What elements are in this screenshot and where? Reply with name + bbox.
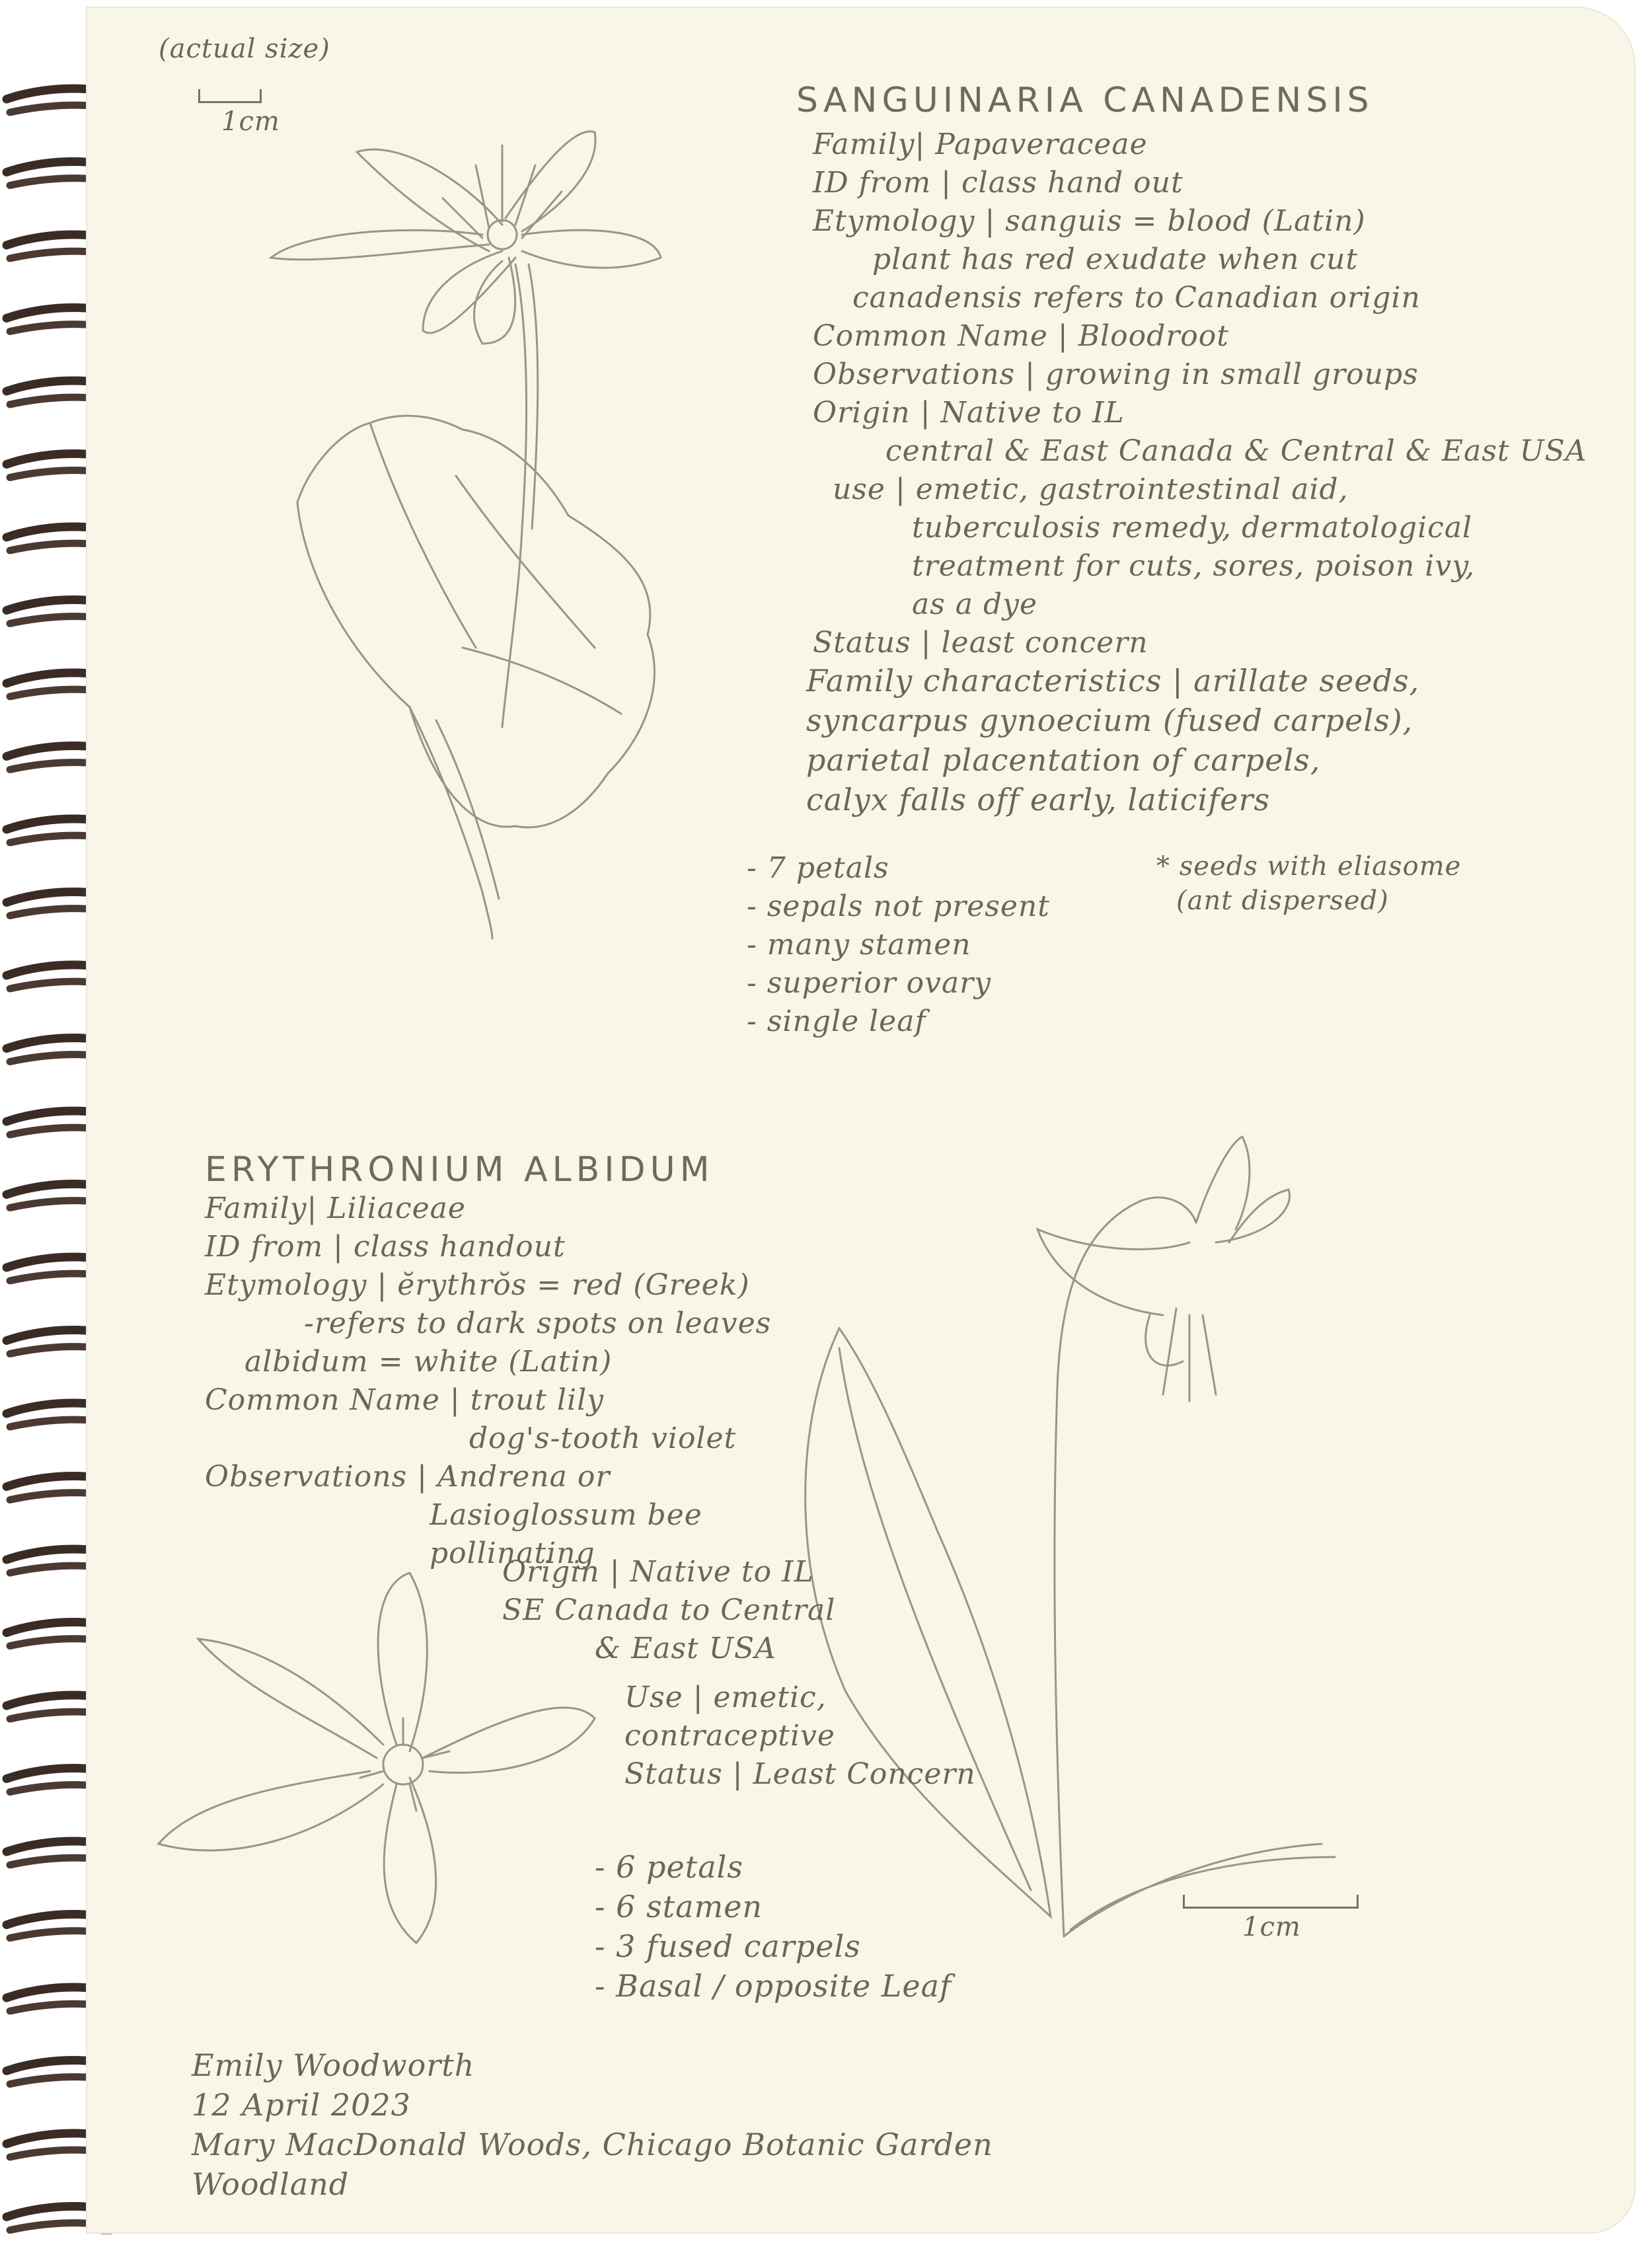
feature-line: - many stamen: [747, 928, 971, 962]
footer-signature: [192, 2045, 993, 2204]
detail-line: Etymology | sanguis = blood (Latin): [813, 204, 1366, 238]
scale-bar-bottom: [1183, 1895, 1359, 1909]
use-line: Status | Least Concern: [624, 1757, 976, 1791]
use-line: Use | emetic,: [624, 1681, 827, 1714]
side-note-line: * seeds with eliasome: [1156, 851, 1462, 882]
detail-line: Etymology | ĕrythrŏs = red (Greek): [205, 1268, 750, 1302]
feature-line: - 7 petals: [747, 851, 889, 885]
detail-line: albidum = white (Latin): [244, 1345, 613, 1379]
feature-line: - 3 fused carpels: [595, 1928, 861, 1964]
scale-bar-top: [198, 89, 262, 103]
origin-line: & East USA: [595, 1632, 776, 1665]
detail-line: Family| Papaveraceae: [813, 128, 1148, 161]
species2-features: [595, 1847, 952, 2006]
use-line: contraceptive: [624, 1719, 835, 1753]
detail-line: central & East Canada & Central & East USA: [885, 434, 1587, 468]
origin-line: Origin | Native to IL: [502, 1555, 814, 1589]
family-char-line: Family characteristics | arillate seeds,: [806, 663, 1420, 699]
footer-line: Mary MacDonald Woods, Chicago Botanic Garden: [192, 2127, 993, 2162]
footer-line: 12 April 2023: [192, 2087, 411, 2123]
side-note-line: (ant dispersed): [1176, 886, 1389, 916]
species2-origin: [502, 1553, 835, 1668]
detail-line: Lasioglossum bee: [430, 1498, 702, 1532]
feature-line: - 6 stamen: [595, 1889, 763, 1924]
detail-line: Common Name | Bloodroot: [813, 319, 1229, 353]
family-char-line: syncarpus gynoecium (fused carpels),: [806, 703, 1413, 738]
detail-line: Observations | growing in small groups: [813, 358, 1419, 391]
scale-label-top: 1cm: [221, 106, 280, 137]
footer-line: Woodland: [192, 2166, 350, 2202]
detail-line: dog's-tooth violet: [469, 1422, 737, 1455]
scale-label-bottom: 1cm: [1242, 1912, 1301, 1942]
detail-line: Observations | Andrena or: [205, 1460, 611, 1494]
detail-line: -refers to dark spots on leaves: [304, 1307, 772, 1340]
feature-line: - sepals not present: [747, 890, 1050, 923]
detail-line: ID from | class handout: [205, 1230, 566, 1264]
origin-line: SE Canada to Central: [502, 1593, 836, 1627]
detail-line: Family| Liliaceae: [205, 1192, 466, 1225]
trout-lily-flower-sketch: [1037, 1137, 1290, 1936]
detail-line: Status | least concern: [813, 626, 1148, 660]
species1-family-characteristics: [806, 661, 1419, 819]
feature-line: - Basal / opposite Leaf: [595, 1968, 952, 2004]
detail-line: canadensis refers to Canadian origin: [852, 281, 1421, 315]
detail-line: Origin | Native to IL: [813, 396, 1125, 430]
detail-line: Common Name | trout lily: [205, 1383, 604, 1417]
species2-use-status: [624, 1679, 976, 1794]
detail-line: ID from | class hand out: [813, 166, 1183, 200]
feature-line: - 6 petals: [595, 1849, 743, 1885]
bloodroot-leaf-sketch: [297, 416, 654, 938]
species1-features: [747, 849, 1050, 1041]
detail-line: plant has red exudate when cut: [872, 243, 1359, 276]
detail-line: pollinating: [430, 1537, 595, 1570]
feature-line: - superior ovary: [747, 966, 992, 1000]
species1-details: [813, 126, 1587, 662]
family-char-line: parietal placentation of carpels,: [806, 742, 1321, 778]
species1-title: SANGUINARIA CANADENSIS: [796, 81, 1374, 120]
detail-line: as a dye: [912, 588, 1038, 621]
actual-size-note: (actual size): [159, 34, 330, 64]
detail-line: use | emetic, gastrointestinal aid,: [833, 473, 1349, 506]
detail-line: treatment for cuts, sores, poison ivy,: [912, 549, 1476, 583]
detail-line: tuberculosis remedy, dermatological: [912, 511, 1473, 545]
footer-line: Emily Woodworth: [192, 2047, 475, 2083]
species2-details: [205, 1190, 771, 1573]
feature-line: - single leaf: [747, 1005, 926, 1038]
trout-lily-leaf-sketch: [806, 1328, 1335, 1936]
species1-side-note: [1156, 849, 1461, 918]
family-char-line: calyx falls off early, laticifers: [806, 782, 1271, 817]
species2-title: ERYTHRONIUM ALBIDUM: [205, 1150, 714, 1190]
